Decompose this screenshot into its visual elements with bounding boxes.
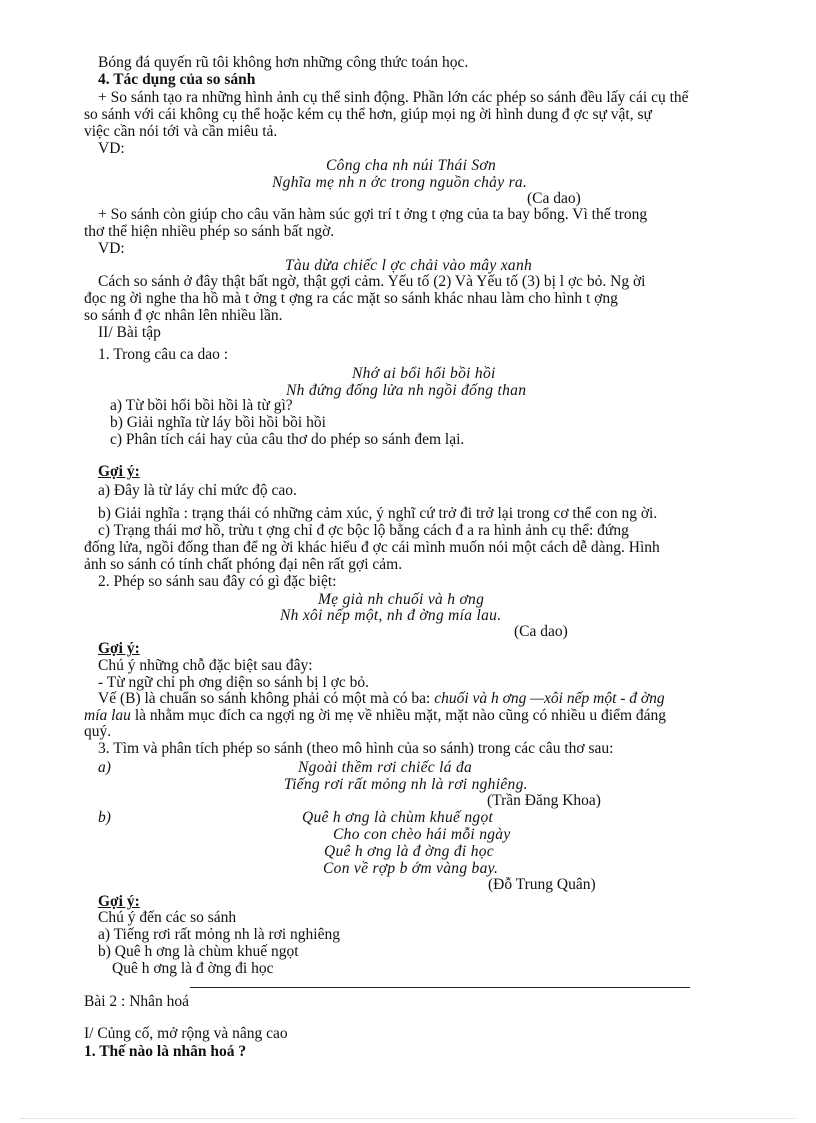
poem-source: (Ca dao) <box>527 190 581 207</box>
text-line: 1. Trong câu ca dao : <box>98 346 229 363</box>
list-item: c) Phân tích cái hay của câu thơ do phép so sánh đem lại. <box>110 431 465 448</box>
poem-line: Công cha nh núi Thái Sơn <box>326 157 497 174</box>
poem-line: Tiếng rơi rất mỏng nh là rơi nghiêng. <box>284 776 528 793</box>
text-line <box>84 707 666 724</box>
text-line: b) Quê h ơng là chùm khuế ngọt <box>98 943 299 960</box>
poem-line: Ngoài thềm rơi chiếc lá đa <box>298 759 473 776</box>
poem-line: Nh xôi nếp một, nh đ ờng mía lau. <box>280 607 502 624</box>
text-segment: Vế (B) là chuẩn so sánh không phải có một mà có ba: <box>98 690 435 707</box>
section-heading: 4. Tác dụng của so sánh <box>98 71 256 88</box>
poem-line: Nhớ ai bổi hổi bồi hồi <box>352 365 496 382</box>
hint-heading: Gợi ý: <box>98 893 140 910</box>
text-line: Chú ý đến các so sánh <box>98 909 237 926</box>
text-line: thơ thể hiện nhiều phép so sánh bất ngờ. <box>84 223 335 240</box>
poem-source: (Trần Đăng Khoa) <box>487 792 601 809</box>
list-item: b) Giải nghĩa từ láy bồi hồi bồi hồi <box>110 414 326 431</box>
text-segment-italic: mía lau <box>84 707 131 724</box>
section-heading: I/ Củng cố, mở rộng và nâng cao <box>84 1025 288 1042</box>
poem-line: Mẹ già nh chuối và h ơng <box>318 591 485 608</box>
text-line: Quê h ơng là đ ờng đi học <box>112 960 274 977</box>
list-item: a) Từ bồi hổi bồi hồi là từ gì? <box>110 397 293 414</box>
poem-line: Nghĩa mẹ nh n ớc trong nguồn chảy ra. <box>272 174 528 191</box>
text-segment-italic: chuối và h ơng —xôi nếp một - đ ờng <box>434 690 665 707</box>
poem-source: (Đỗ Trung Quân) <box>488 876 596 893</box>
text-line: so sánh với cái không cụ thể hoặc kém cụ thể hơn, giúp mọi ng ời hình dung đ ợc sự vật, sự <box>84 106 652 123</box>
poem-line: Tàu dừa chiếc l ợc chải vào mây xanh <box>285 257 533 274</box>
text-line: 3. Tìm và phân tích phép so sánh (theo mô hình của so sánh) trong các câu thơ sau: <box>98 740 614 757</box>
text-line: 2. Phép so sánh sau đây có gì đặc biệt: <box>98 573 337 590</box>
text-line: đọc ng ời nghe tha hồ mà t ởng t ợng ra các mặt so sánh khác nhau làm cho hình t ợng <box>84 290 618 307</box>
section-heading: II/ Bài tập <box>98 324 161 341</box>
section-heading: 1. Thế nào là nhân hoá ? <box>84 1043 247 1060</box>
hint-heading: Gợi ý: <box>98 640 140 657</box>
poem-line: Quê h ơng là đ ờng đi học <box>324 843 494 860</box>
text-line: + So sánh tạo ra những hình ảnh cụ thể sinh động. Phần lớn các phép so sánh đều lấy cái cụ thể <box>98 89 689 106</box>
page-bottom-rule <box>20 1118 796 1119</box>
text-line <box>98 690 665 707</box>
poem-line: Cho con chèo hái mỗi ngày <box>333 826 511 843</box>
text-line: quý. <box>84 723 112 740</box>
example-label: VD: <box>98 140 125 157</box>
text-line: Chú ý những chỗ đặc biệt sau đây: <box>98 657 313 674</box>
hint-heading: Gợi ý: <box>98 463 140 480</box>
text-line: ảnh so sánh có tính chất phóng đại nên rất gợi cảm. <box>84 556 403 573</box>
text-line: a) Đây là từ láy chỉ mức độ cao. <box>98 482 297 499</box>
text-line: Bóng đá quyến rũ tôi không hơn những công thức toán học. <box>98 54 469 71</box>
text-line: + So sánh còn giúp cho câu văn hàm súc gợi trí t ởng t ợng của ta bay bổng. Vì thế trong <box>98 206 648 223</box>
poem-line: Nh đứng đống lửa nh ngồi đống than <box>286 382 527 399</box>
text-line: b) Giải nghĩa : trạng thái có những cảm xúc, ý nghĩ cứ trở đi trở lại trong cơ thể con ng ời. <box>98 505 658 522</box>
item-label: a) <box>98 759 111 776</box>
poem-source: (Ca dao) <box>514 623 568 640</box>
text-line: Cách so sánh ở đây thật bất ngờ, thật gợi cảm. Yếu tố (2) Và Yếu tố (3) bị l ợc bỏ. Ng ời <box>98 273 646 290</box>
text-line: c) Trạng thái mơ hồ, trừu t ợng chỉ đ ợc bộc lộ bằng cách đ a ra hình ảnh cụ thể: đứng <box>98 522 629 539</box>
item-label: b) <box>98 809 111 826</box>
section-divider <box>190 987 690 988</box>
text-line: - Từ ngữ chỉ ph ơng diện so sánh bị l ợc bỏ. <box>98 674 369 691</box>
text-line: a) Tiếng rơi rất mỏng nh là rơi nghiêng <box>98 926 340 943</box>
poem-line: Con về rợp b ớm vàng bay. <box>323 860 499 877</box>
text-line: đống lửa, ngồi đống than để ng ời khác hiểu đ ợc cái mình muốn nói một cách dễ dàng. Hình <box>84 539 660 556</box>
text-segment: là nhằm mục đích ca ngợi ng ời mẹ về nhiều mặt, mặt nào cũng có nhiều u điểm đáng <box>130 707 667 724</box>
text-line: việc cần nói tới và cần miêu tả. <box>84 123 278 140</box>
lesson-title: Bài 2 : Nhân hoá <box>84 993 190 1010</box>
text-line: so sánh đ ợc nhân lên nhiều lần. <box>84 307 283 324</box>
example-label: VD: <box>98 240 125 257</box>
poem-line: Quê h ơng là chùm khuế ngọt <box>302 809 494 826</box>
